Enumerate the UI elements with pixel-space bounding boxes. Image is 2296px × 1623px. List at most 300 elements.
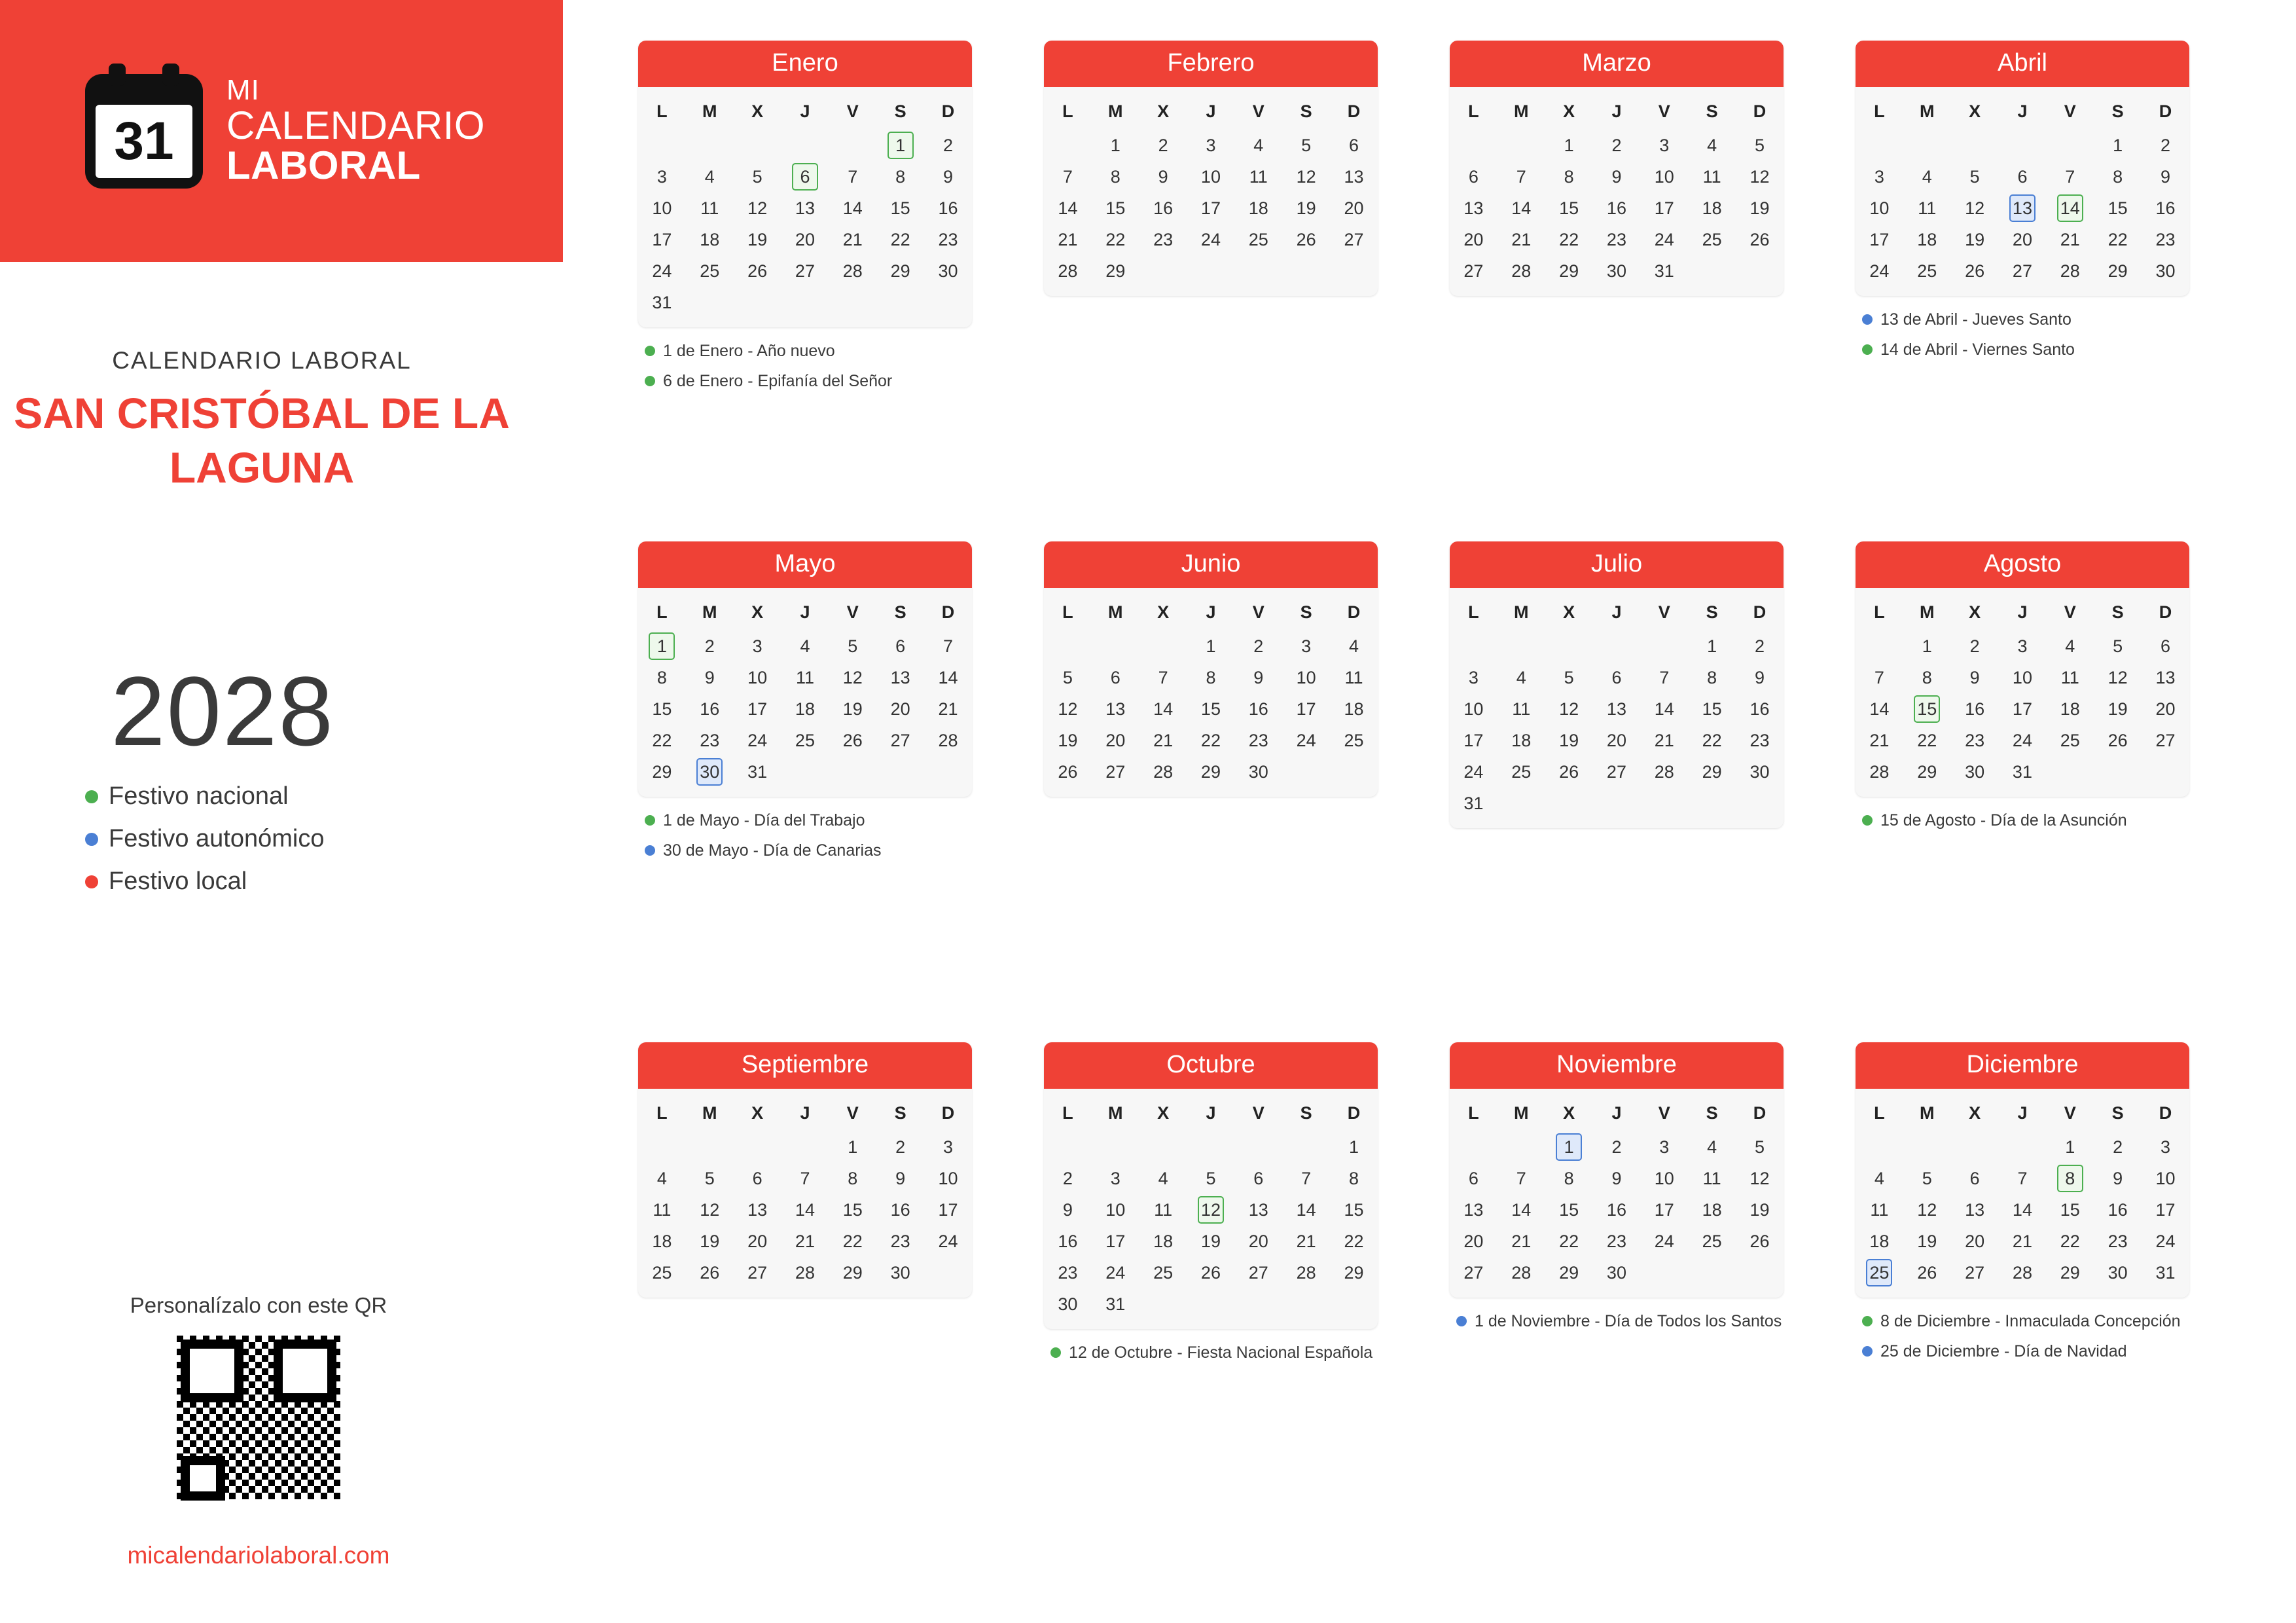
day-cell-empty xyxy=(829,756,876,788)
day-cell xyxy=(1139,161,1187,192)
day-cell xyxy=(1234,1257,1282,1288)
day-number: 8 xyxy=(1922,668,1932,687)
day-number: 17 xyxy=(938,1200,958,1220)
day-number: 24 xyxy=(747,731,768,750)
day-number: 6 xyxy=(1349,136,1359,155)
week-row xyxy=(1856,630,2189,662)
weekday-header: J xyxy=(1611,602,1622,622)
day-number: 1 xyxy=(1564,136,1574,155)
day-cell xyxy=(2142,725,2189,756)
day-number: 23 xyxy=(1965,731,1985,750)
day-number: 13 xyxy=(1965,1200,1985,1220)
day-cell xyxy=(1450,1163,1498,1194)
legend xyxy=(85,782,325,910)
day-cell xyxy=(734,224,781,255)
weekday-header: M xyxy=(1108,1103,1123,1123)
week-row xyxy=(1450,630,1784,662)
weekday-header: S xyxy=(894,1103,906,1123)
weekday-header: J xyxy=(1206,1103,1216,1123)
day-number: 20 xyxy=(2012,230,2032,249)
day-number: 1 xyxy=(1110,136,1121,155)
day-number: 15 xyxy=(1559,198,1579,218)
day-cell xyxy=(686,693,734,725)
week-row xyxy=(1450,1131,1784,1163)
day-number: 1 xyxy=(848,1137,858,1157)
day-number: 23 xyxy=(1058,1263,1078,1283)
day-cell xyxy=(638,1226,686,1257)
holiday-note-text: 12 de Octubre - Fiesta Nacional Española xyxy=(1069,1343,1373,1362)
day-number: 4 xyxy=(1707,136,1717,155)
week-row xyxy=(1450,1194,1784,1226)
day-cell-empty xyxy=(638,130,686,161)
weekday-header: J xyxy=(2017,101,2028,121)
day-cell xyxy=(686,1257,734,1288)
day-cell-empty xyxy=(1688,788,1736,819)
day-cell xyxy=(829,255,876,287)
day-number-holiday-autonomico: 25 xyxy=(1866,1259,1892,1286)
day-number: 8 xyxy=(895,167,906,187)
month-day-grid xyxy=(638,596,972,788)
weekday-header: M xyxy=(1514,101,1529,121)
day-number: 27 xyxy=(2155,731,2176,750)
day-number: 12 xyxy=(1749,1169,1770,1188)
day-cell xyxy=(781,1226,829,1257)
day-number: 22 xyxy=(890,230,910,249)
day-cell xyxy=(1951,192,1999,224)
weekday-header: D xyxy=(941,602,955,622)
day-number: 15 xyxy=(1344,1200,1364,1220)
day-cell xyxy=(2094,1226,2142,1257)
weekday-header: S xyxy=(2111,602,2124,622)
week-row xyxy=(638,255,972,287)
week-row xyxy=(638,224,972,255)
day-cell xyxy=(1330,1131,1378,1163)
day-cell xyxy=(1593,224,1641,255)
day-number: 10 xyxy=(1654,167,1674,187)
day-number: 4 xyxy=(1874,1169,1884,1188)
day-cell-empty xyxy=(1498,788,1545,819)
day-number: 2 xyxy=(1611,1137,1622,1157)
day-number: 28 xyxy=(938,731,958,750)
day-cell xyxy=(1593,1194,1641,1226)
day-cell xyxy=(638,693,686,725)
weekday-header: S xyxy=(1300,1103,1312,1123)
week-row xyxy=(1044,192,1378,224)
day-number: 24 xyxy=(1105,1263,1126,1283)
day-cell-empty xyxy=(2046,130,2094,161)
weekday-header: J xyxy=(800,101,810,121)
day-cell xyxy=(1498,1226,1545,1257)
day-number: 2 xyxy=(2161,136,2171,155)
day-cell-empty xyxy=(1330,756,1378,788)
day-cell xyxy=(1044,756,1092,788)
week-row xyxy=(1044,1257,1378,1288)
day-number: 20 xyxy=(1105,731,1126,750)
day-number: 14 xyxy=(795,1200,815,1220)
day-number: 17 xyxy=(1654,1200,1674,1220)
day-cell xyxy=(1092,756,1139,788)
month-day-grid xyxy=(1450,596,1784,819)
day-number: 22 xyxy=(1559,1231,1579,1251)
holiday-note xyxy=(1862,1311,2189,1333)
weekday-header: M xyxy=(1514,602,1529,622)
day-cell xyxy=(1903,1257,1951,1288)
day-number: 23 xyxy=(1248,731,1268,750)
day-cell xyxy=(1640,756,1688,788)
day-cell xyxy=(829,1131,876,1163)
weekday-header: L xyxy=(1468,101,1479,121)
brand-wordmark xyxy=(226,74,486,188)
day-cell xyxy=(1545,1131,1593,1163)
day-number: 22 xyxy=(1200,731,1221,750)
day-cell xyxy=(638,1163,686,1194)
month-card-diciembre xyxy=(1856,1042,2189,1298)
day-number: 18 xyxy=(795,699,815,719)
month-cell xyxy=(1450,41,1856,541)
day-cell xyxy=(1640,693,1688,725)
day-cell xyxy=(924,693,972,725)
holiday-note xyxy=(1862,339,2189,361)
month-cell xyxy=(1450,1042,1856,1543)
months-grid xyxy=(638,41,2274,1543)
day-number: 8 xyxy=(1110,167,1121,187)
day-number: 27 xyxy=(1105,762,1126,782)
day-cell xyxy=(1139,725,1187,756)
day-number: 22 xyxy=(1344,1231,1364,1251)
day-number-holiday-nacional: 6 xyxy=(792,163,818,191)
day-cell xyxy=(2094,1194,2142,1226)
weekday-header: X xyxy=(1969,101,1981,121)
day-cell xyxy=(829,1226,876,1257)
day-number: 28 xyxy=(1654,762,1674,782)
month-cell xyxy=(638,41,1044,541)
day-cell xyxy=(1044,1288,1092,1320)
day-number: 28 xyxy=(795,1263,815,1283)
holiday-note xyxy=(1862,810,2189,832)
day-cell xyxy=(734,630,781,662)
day-cell xyxy=(1736,756,1784,788)
day-number: 9 xyxy=(1253,668,1264,687)
day-number: 4 xyxy=(2065,636,2075,656)
day-cell xyxy=(638,630,686,662)
day-number: 29 xyxy=(1200,762,1221,782)
weekday-header: J xyxy=(2017,602,2028,622)
day-number: 18 xyxy=(1344,699,1364,719)
day-number: 11 xyxy=(1249,167,1268,187)
day-number: 3 xyxy=(1468,668,1479,687)
day-cell-empty xyxy=(1688,1257,1736,1288)
day-cell xyxy=(876,192,924,224)
legend-item-local xyxy=(85,867,325,896)
weekday-header: D xyxy=(941,101,955,121)
day-number: 6 xyxy=(1468,1169,1479,1188)
day-cell xyxy=(1234,130,1282,161)
year-title: 2028 xyxy=(111,656,334,766)
day-cell-empty xyxy=(1139,1131,1187,1163)
day-cell-empty xyxy=(686,1131,734,1163)
day-number: 7 xyxy=(2065,167,2075,187)
month-title: Diciembre xyxy=(1856,1042,2189,1089)
day-cell-empty xyxy=(781,756,829,788)
day-cell xyxy=(1545,255,1593,287)
day-number: 10 xyxy=(2155,1169,2176,1188)
day-number: 30 xyxy=(890,1263,910,1283)
day-cell xyxy=(876,224,924,255)
holiday-note-dot xyxy=(645,845,655,856)
day-number: 25 xyxy=(652,1263,672,1283)
day-cell xyxy=(1856,1163,1903,1194)
day-cell xyxy=(1450,1194,1498,1226)
week-row xyxy=(1856,693,2189,725)
day-number: 14 xyxy=(1296,1200,1316,1220)
day-number: 10 xyxy=(1654,1169,1674,1188)
day-cell xyxy=(1282,192,1330,224)
day-cell xyxy=(686,1194,734,1226)
month-day-grid xyxy=(1044,95,1378,287)
day-cell xyxy=(734,192,781,224)
day-number: 4 xyxy=(704,167,715,187)
day-number: 6 xyxy=(1253,1169,1264,1188)
weekday-header: S xyxy=(894,602,906,622)
day-cell xyxy=(1951,1163,1999,1194)
month-card-julio xyxy=(1450,541,1784,828)
day-cell xyxy=(1450,725,1498,756)
month-card-octubre xyxy=(1044,1042,1378,1329)
day-number: 1 xyxy=(1922,636,1932,656)
weekday-header: J xyxy=(800,602,810,622)
weekday-header: X xyxy=(1157,101,1170,121)
day-number: 20 xyxy=(890,699,910,719)
brand-line-2: CALENDARIO xyxy=(226,103,486,148)
day-number: 29 xyxy=(2060,1263,2080,1283)
day-number: 23 xyxy=(2108,1231,2128,1251)
day-cell xyxy=(1736,224,1784,255)
month-day-grid xyxy=(1856,596,2189,788)
day-number: 30 xyxy=(2155,261,2176,281)
day-number: 10 xyxy=(747,668,768,687)
day-cell xyxy=(1092,693,1139,725)
day-cell xyxy=(2046,255,2094,287)
month-holiday-notes xyxy=(1456,1311,1856,1333)
day-cell xyxy=(1044,693,1092,725)
day-number: 28 xyxy=(2060,261,2080,281)
day-cell-empty xyxy=(1688,255,1736,287)
day-number: 29 xyxy=(1559,1263,1579,1283)
day-cell xyxy=(1640,725,1688,756)
holiday-note-text: 8 de Diciembre - Inmaculada Concepción xyxy=(1880,1312,2181,1330)
day-number: 19 xyxy=(2108,699,2128,719)
day-number: 3 xyxy=(2161,1137,2171,1157)
week-row xyxy=(638,725,972,756)
day-cell xyxy=(829,1194,876,1226)
day-number: 9 xyxy=(1755,668,1765,687)
calendar-logo-icon xyxy=(85,74,203,189)
day-cell-empty xyxy=(1951,1131,1999,1163)
day-cell xyxy=(1951,725,1999,756)
day-cell xyxy=(1234,1226,1282,1257)
weekday-header: X xyxy=(1969,1103,1981,1123)
day-cell xyxy=(1044,662,1092,693)
day-cell xyxy=(1044,224,1092,255)
week-row xyxy=(638,192,972,224)
day-number: 8 xyxy=(1206,668,1216,687)
day-number: 7 xyxy=(1659,668,1670,687)
week-row xyxy=(638,161,972,192)
day-cell xyxy=(1999,693,2047,725)
day-cell xyxy=(924,192,972,224)
day-number: 10 xyxy=(1869,198,1890,218)
day-number: 12 xyxy=(1749,167,1770,187)
day-cell xyxy=(924,161,972,192)
legend-dot-local xyxy=(85,875,98,888)
day-number: 12 xyxy=(2108,668,2128,687)
day-number: 17 xyxy=(652,230,672,249)
day-number: 14 xyxy=(1058,198,1078,218)
day-cell xyxy=(1187,662,1235,693)
weekday-header: M xyxy=(1920,1103,1935,1123)
weekday-header: M xyxy=(1514,1103,1529,1123)
day-cell xyxy=(1139,756,1187,788)
day-cell xyxy=(734,725,781,756)
day-cell xyxy=(1999,192,2047,224)
day-cell xyxy=(1736,192,1784,224)
day-number: 6 xyxy=(1468,167,1479,187)
weekday-header: M xyxy=(1108,101,1123,121)
day-cell xyxy=(1139,224,1187,255)
holiday-note xyxy=(645,840,972,862)
month-cell xyxy=(1856,541,2261,1042)
day-cell xyxy=(1688,693,1736,725)
day-cell xyxy=(2094,224,2142,255)
day-number: 12 xyxy=(1965,198,1985,218)
day-cell xyxy=(1593,255,1641,287)
day-number: 26 xyxy=(1296,230,1316,249)
day-number: 9 xyxy=(1969,668,1980,687)
day-number: 18 xyxy=(1702,1200,1722,1220)
day-number: 19 xyxy=(1559,731,1579,750)
day-number: 26 xyxy=(1058,762,1078,782)
day-cell xyxy=(1282,161,1330,192)
day-cell xyxy=(1330,161,1378,192)
day-cell xyxy=(876,693,924,725)
day-number: 26 xyxy=(1200,1263,1221,1283)
week-row xyxy=(638,130,972,161)
day-cell xyxy=(781,1194,829,1226)
day-number: 7 xyxy=(848,167,858,187)
day-cell xyxy=(924,1194,972,1226)
day-number: 6 xyxy=(752,1169,762,1188)
day-number: 7 xyxy=(943,636,954,656)
day-cell xyxy=(1330,725,1378,756)
day-cell xyxy=(781,662,829,693)
day-cell xyxy=(1234,1194,1282,1226)
day-cell xyxy=(1640,255,1688,287)
day-number: 21 xyxy=(1058,230,1078,249)
day-number: 3 xyxy=(943,1137,954,1157)
day-cell xyxy=(686,1163,734,1194)
day-cell xyxy=(781,1163,829,1194)
day-cell xyxy=(1688,725,1736,756)
day-cell xyxy=(2094,1131,2142,1163)
day-cell xyxy=(2094,725,2142,756)
weekday-header: J xyxy=(1206,101,1216,121)
week-row xyxy=(1450,693,1784,725)
week-row xyxy=(638,1226,972,1257)
holiday-note-dot xyxy=(1862,815,1873,826)
day-cell-empty xyxy=(1234,1131,1282,1163)
day-cell xyxy=(2094,662,2142,693)
day-cell xyxy=(876,1194,924,1226)
day-number: 4 xyxy=(800,636,810,656)
day-cell-empty xyxy=(734,130,781,161)
day-number: 31 xyxy=(2155,1263,2176,1283)
day-cell xyxy=(2046,662,2094,693)
month-cell xyxy=(1044,1042,1450,1543)
day-cell xyxy=(1999,725,2047,756)
day-cell xyxy=(1450,693,1498,725)
holiday-note-dot xyxy=(1862,1316,1873,1326)
weekday-header: V xyxy=(1658,101,1670,121)
day-number: 7 xyxy=(1516,1169,1526,1188)
day-number: 13 xyxy=(747,1200,768,1220)
website-link[interactable]: micalendariolaboral.com xyxy=(127,1542,390,1569)
week-row xyxy=(1044,130,1378,161)
day-number: 8 xyxy=(656,668,667,687)
day-number: 25 xyxy=(1702,1231,1722,1251)
day-number: 10 xyxy=(652,198,672,218)
day-number: 26 xyxy=(1917,1263,1937,1283)
day-number: 26 xyxy=(1965,261,1985,281)
week-row xyxy=(638,1194,972,1226)
week-row xyxy=(1450,756,1784,788)
day-number: 19 xyxy=(842,699,863,719)
day-cell xyxy=(876,662,924,693)
day-cell xyxy=(1187,1257,1235,1288)
day-cell xyxy=(2094,630,2142,662)
month-title: Julio xyxy=(1450,541,1784,588)
day-number: 26 xyxy=(2108,731,2128,750)
day-number: 13 xyxy=(795,198,815,218)
day-cell xyxy=(1688,662,1736,693)
day-cell xyxy=(734,1163,781,1194)
day-cell xyxy=(1951,630,1999,662)
day-cell xyxy=(1903,756,1951,788)
day-number: 20 xyxy=(1248,1231,1268,1251)
weekday-header: M xyxy=(702,101,717,121)
day-cell xyxy=(2046,161,2094,192)
day-cell xyxy=(1498,725,1545,756)
day-number: 15 xyxy=(842,1200,863,1220)
day-cell xyxy=(1092,161,1139,192)
day-cell-empty xyxy=(924,287,972,318)
day-cell xyxy=(1092,1288,1139,1320)
weekday-header: L xyxy=(1874,101,1885,121)
week-row xyxy=(1856,1163,2189,1194)
weekday-header: V xyxy=(2064,101,2076,121)
day-number: 22 xyxy=(1702,731,1722,750)
week-row xyxy=(1044,662,1378,693)
day-cell xyxy=(1688,224,1736,255)
day-cell xyxy=(686,161,734,192)
week-row xyxy=(1450,255,1784,287)
holiday-note-dot xyxy=(1862,314,1873,325)
day-cell xyxy=(1903,630,1951,662)
day-cell xyxy=(1187,130,1235,161)
day-number: 13 xyxy=(1606,699,1626,719)
day-cell-empty xyxy=(1903,1131,1951,1163)
week-row xyxy=(1450,1163,1784,1194)
month-cell xyxy=(638,541,1044,1042)
